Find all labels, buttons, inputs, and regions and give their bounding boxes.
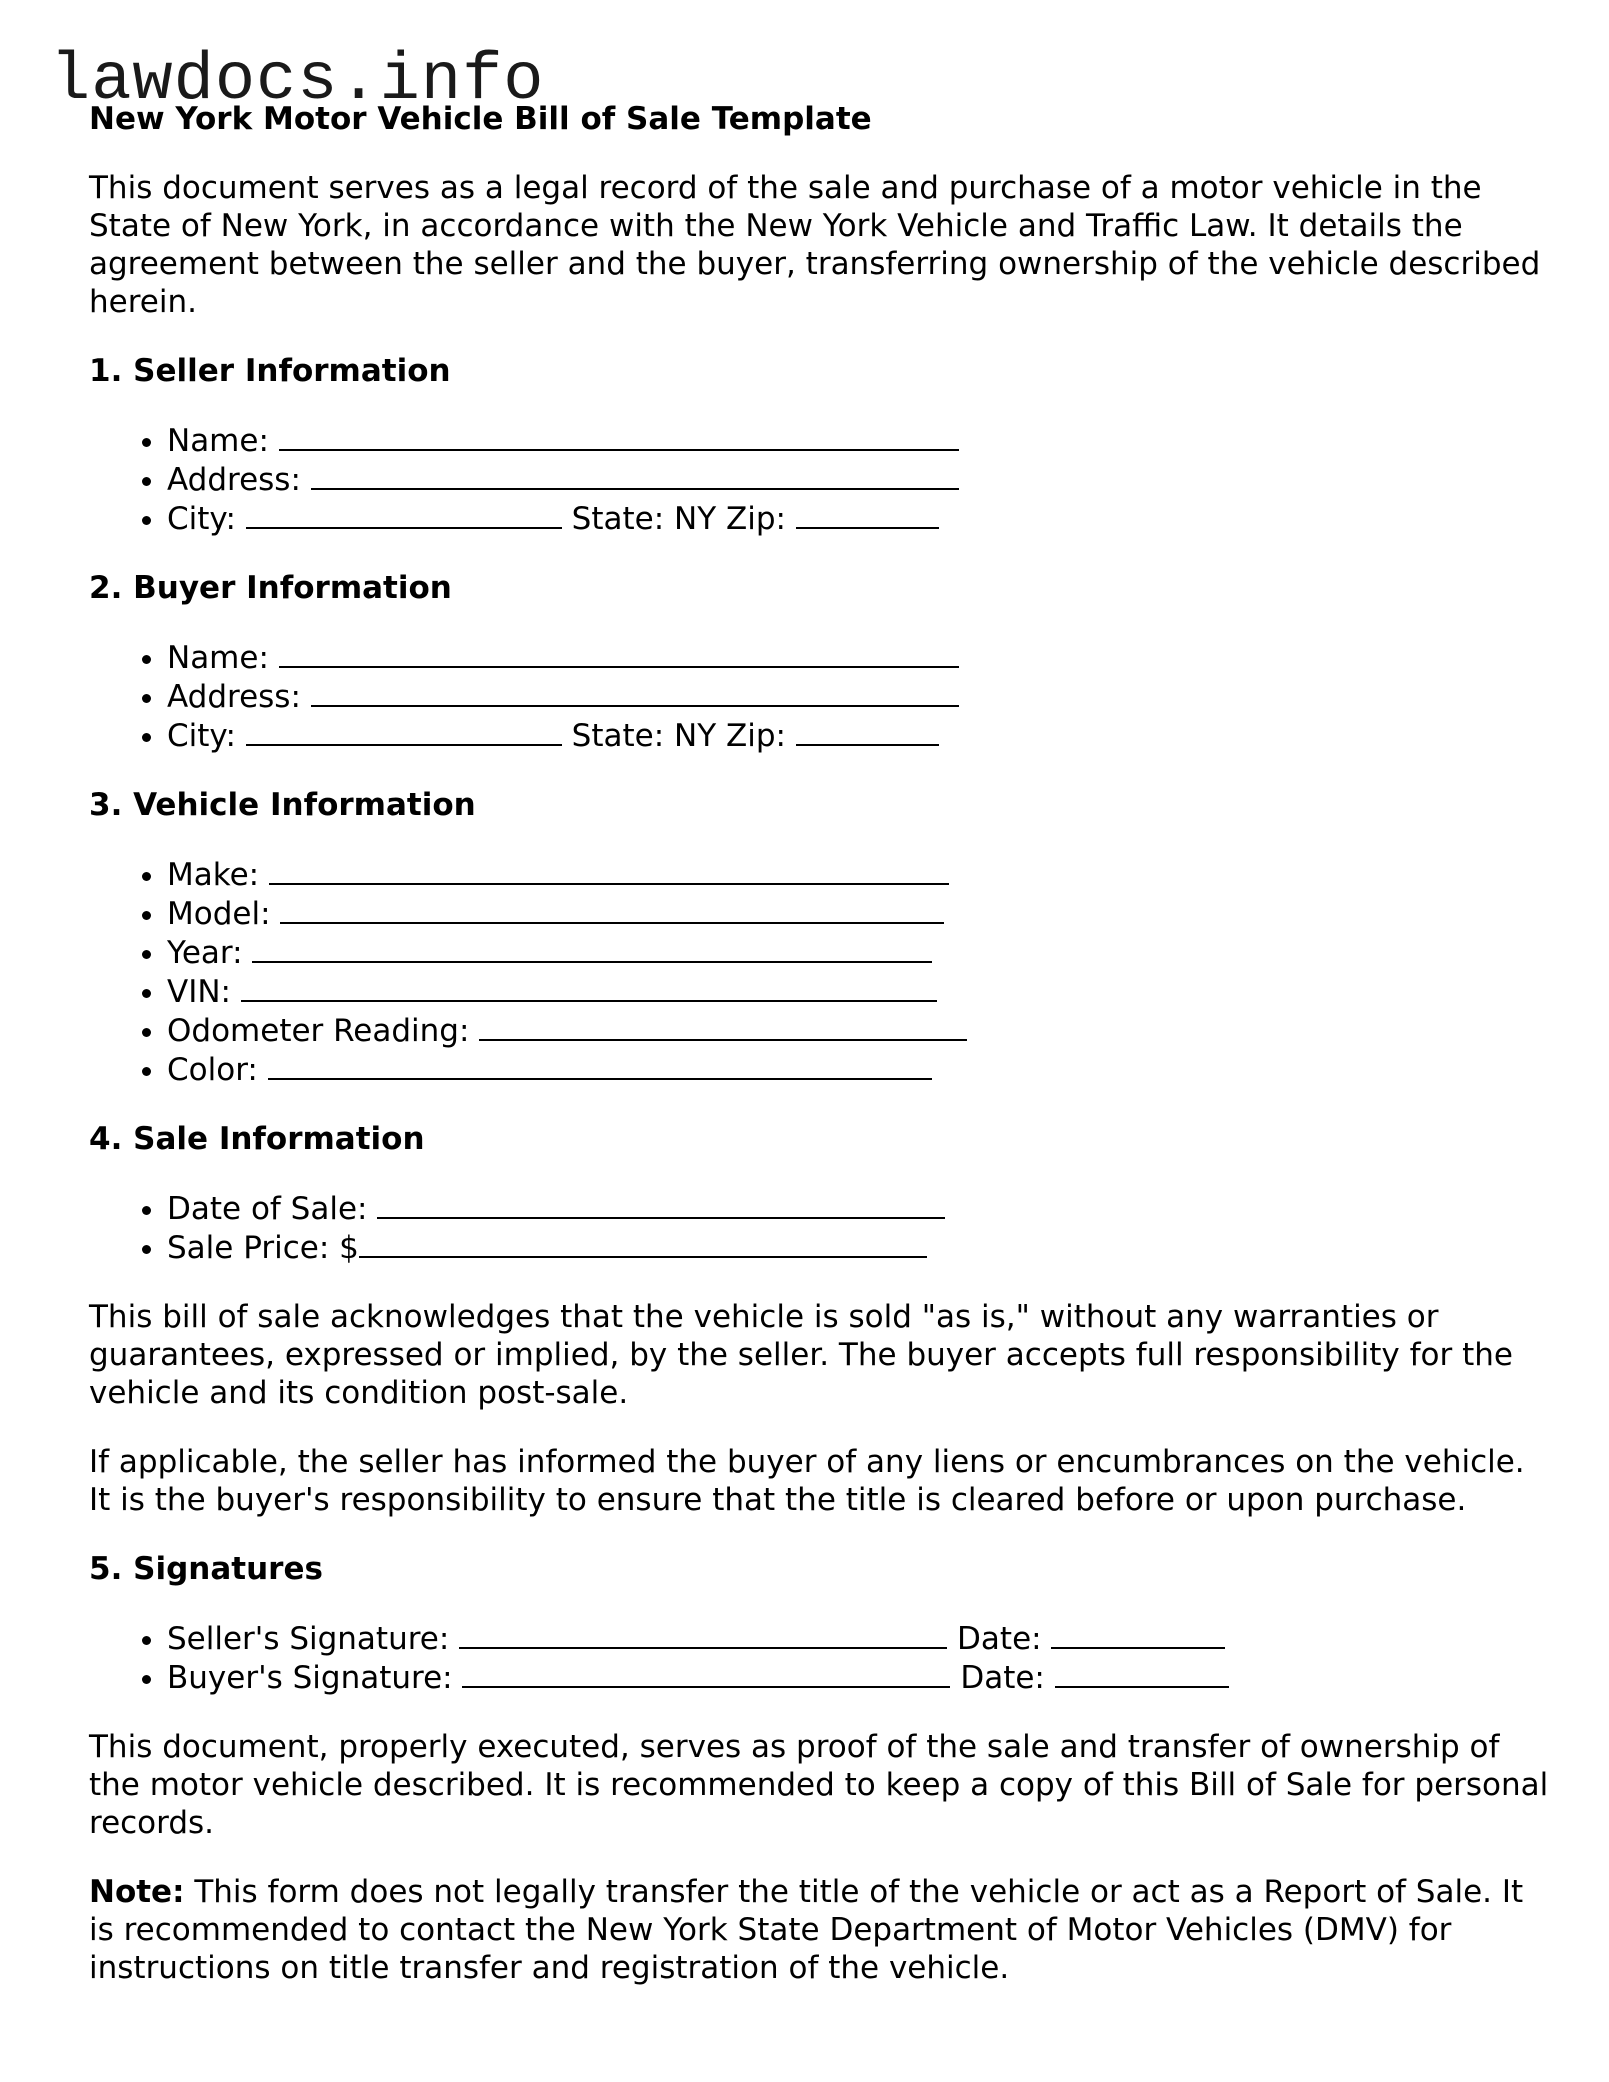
intro-paragraph: This document serves as a legal record of the sale and purchase of a motor vehicle in the State of New York, in accordance with the New York Vehicle and Traffic Law. It details the agreement between the seller and the buyer, transferring ownership of the vehicle described herein. xyxy=(89,170,1541,320)
seller-fields xyxy=(89,421,1549,538)
buyer-city-blank[interactable] xyxy=(246,716,562,746)
seller-signature-date-label: Date: xyxy=(957,1621,1042,1657)
buyer-city-label: City: xyxy=(167,718,236,754)
buyer-address-blank[interactable] xyxy=(311,677,959,707)
seller-name-field xyxy=(167,421,1549,460)
seller-signature-date-blank[interactable] xyxy=(1051,1619,1225,1649)
vehicle-heading: 3. Vehicle Information xyxy=(89,787,476,823)
buyer-heading: 2. Buyer Information xyxy=(89,570,452,606)
seller-address-field xyxy=(167,460,1549,499)
buyer-zip-label: Zip: xyxy=(726,718,786,754)
vehicle-make-blank[interactable] xyxy=(269,855,949,885)
buyer-name-blank[interactable] xyxy=(279,638,959,668)
buyer-name-label: Name: xyxy=(167,640,269,676)
vehicle-odometer-field xyxy=(167,1011,1549,1050)
note-paragraph xyxy=(89,1873,1549,1987)
sale-date-blank[interactable] xyxy=(377,1189,945,1219)
proof-paragraph: This document, properly executed, serves as proof of the sale and transfer of ownership of the motor vehicle described. It is recommended to keep a copy of this Bill of Sale for personal records. xyxy=(89,1729,1549,1841)
seller-name-blank[interactable] xyxy=(279,421,959,451)
seller-signature-field xyxy=(167,1619,1549,1658)
sale-price-blank[interactable] xyxy=(359,1228,927,1258)
vehicle-color-label: Color: xyxy=(167,1052,258,1088)
seller-city-field xyxy=(167,499,1549,538)
vehicle-fields xyxy=(89,855,1549,1089)
document-body xyxy=(89,100,1549,2018)
vehicle-make-label: Make: xyxy=(167,857,260,893)
vehicle-vin-blank[interactable] xyxy=(241,972,937,1002)
sale-price-label: Sale Price: $ xyxy=(167,1230,359,1266)
seller-name-label: Name: xyxy=(167,423,269,459)
vehicle-year-label: Year: xyxy=(167,935,243,971)
signatures-heading: 5. Signatures xyxy=(89,1551,323,1587)
vehicle-color-field xyxy=(167,1050,1549,1089)
vehicle-vin-label: VIN: xyxy=(167,974,231,1010)
seller-address-blank[interactable] xyxy=(311,460,959,490)
vehicle-year-blank[interactable] xyxy=(252,933,932,963)
vehicle-color-blank[interactable] xyxy=(268,1050,932,1080)
as-is-paragraph: This bill of sale acknowledges that the vehicle is sold "as is," without any warranties or guarantees, expressed or implied, by the seller. The buyer accepts full responsibility for the vehicle and its condition post-sale. xyxy=(89,1299,1513,1411)
buyer-state-label: State: NY xyxy=(571,718,717,754)
seller-heading: 1. Seller Information xyxy=(89,353,451,389)
vehicle-year-field xyxy=(167,933,1549,972)
sale-fields xyxy=(89,1189,1549,1267)
buyer-signature-field xyxy=(167,1658,1549,1697)
vehicle-model-label: Model: xyxy=(167,896,271,932)
buyer-signature-blank[interactable] xyxy=(462,1658,950,1688)
vehicle-vin-field xyxy=(167,972,1549,1011)
seller-address-label: Address: xyxy=(167,462,301,498)
seller-zip-label: Zip: xyxy=(726,501,786,537)
liens-paragraph: If applicable, the seller has informed the buyer of any liens or encumbrances on the vehicle. It is the buyer's responsibility to ensure that the title is cleared before or upon purchase. xyxy=(89,1444,1525,1518)
vehicle-odometer-blank[interactable] xyxy=(479,1011,967,1041)
buyer-fields xyxy=(89,638,1549,755)
watermark: lawdocs.info xyxy=(50,43,545,119)
document-title: New York Motor Vehicle Bill of Sale Template xyxy=(89,101,872,137)
buyer-city-field xyxy=(167,716,1549,755)
buyer-name-field xyxy=(167,638,1549,677)
seller-signature-blank[interactable] xyxy=(459,1619,947,1649)
sale-date-label: Date of Sale: xyxy=(167,1191,368,1227)
buyer-zip-blank[interactable] xyxy=(796,716,939,746)
vehicle-model-field xyxy=(167,894,1549,933)
sale-date-field xyxy=(167,1189,1549,1228)
buyer-signature-date-label: Date: xyxy=(960,1660,1045,1696)
sale-heading: 4. Sale Information xyxy=(89,1121,425,1157)
note-label: Note: xyxy=(89,1874,185,1910)
vehicle-odometer-label: Odometer Reading: xyxy=(167,1013,470,1049)
buyer-signature-label: Buyer's Signature: xyxy=(167,1660,453,1696)
seller-signature-label: Seller's Signature: xyxy=(167,1621,450,1657)
sale-price-field xyxy=(167,1228,1549,1267)
signature-fields xyxy=(89,1619,1549,1697)
note-text: This form does not legally transfer the title of the vehicle or act as a Report of Sale. It is recommended to contact the New York State Department of Motor Vehicles (DMV) for instructions on title transfer and registration of the vehicle. xyxy=(89,1874,1524,1986)
seller-zip-blank[interactable] xyxy=(796,499,939,529)
seller-state-label: State: NY xyxy=(571,501,717,537)
vehicle-make-field xyxy=(167,855,1549,894)
seller-city-blank[interactable] xyxy=(246,499,562,529)
buyer-address-field xyxy=(167,677,1549,716)
seller-city-label: City: xyxy=(167,501,236,537)
vehicle-model-blank[interactable] xyxy=(280,894,944,924)
buyer-signature-date-blank[interactable] xyxy=(1055,1658,1229,1688)
buyer-address-label: Address: xyxy=(167,679,301,715)
